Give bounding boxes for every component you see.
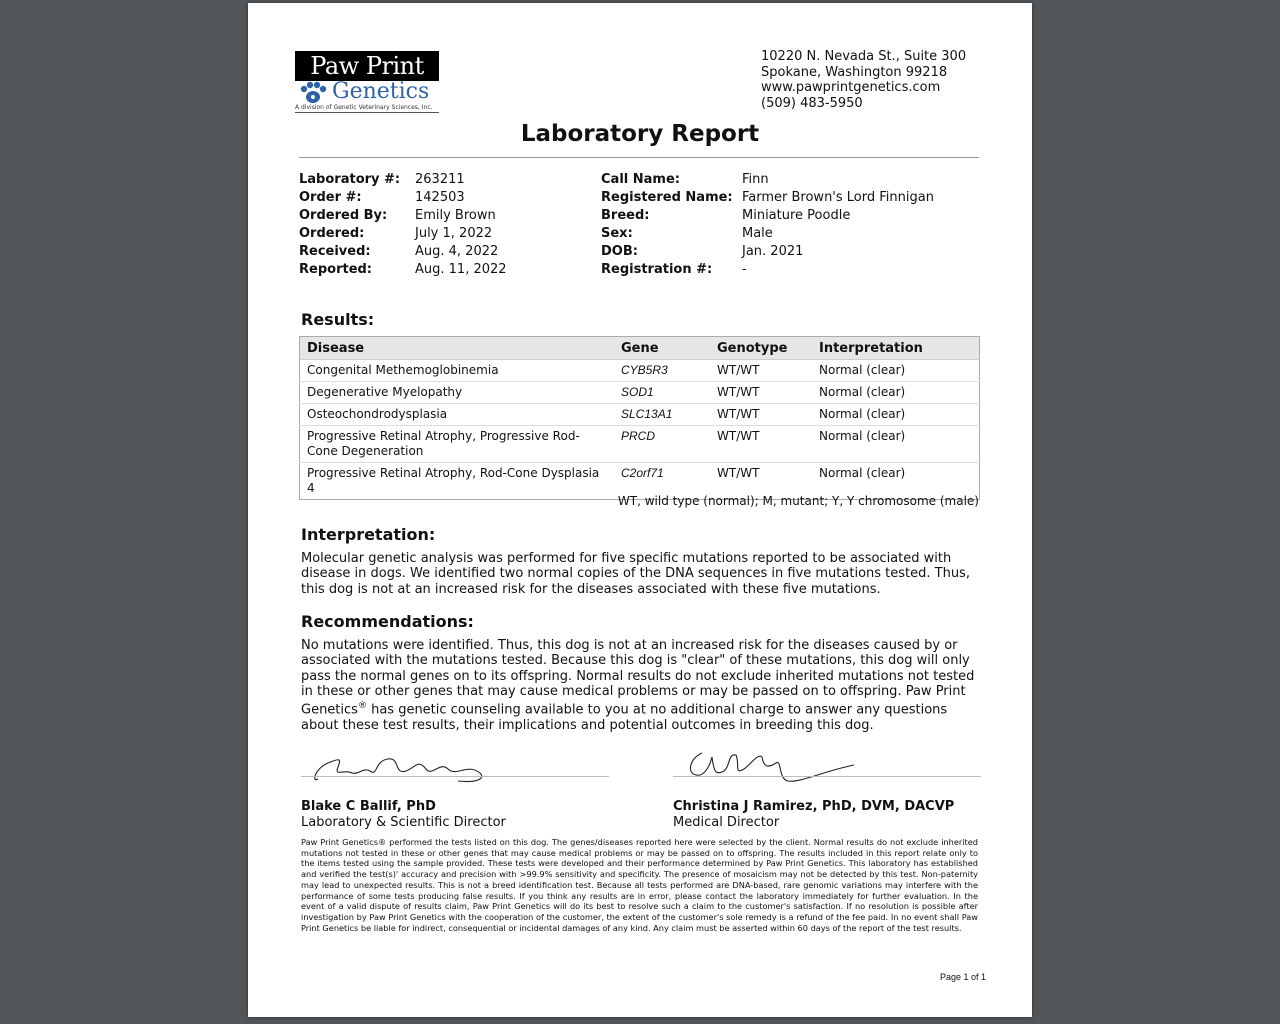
signer-role: Laboratory & Scientific Director (301, 815, 506, 830)
column-header: Gene (614, 337, 710, 360)
order-info (299, 171, 507, 279)
dog-info (601, 171, 934, 279)
website-link[interactable]: www.pawprintgenetics.com (761, 80, 941, 95)
interpretation-cell: Normal (clear) (812, 463, 980, 500)
order-info-label: Order #: (299, 190, 362, 205)
recommendations-text (301, 638, 979, 733)
logo-underline (295, 112, 439, 113)
table-row (300, 360, 980, 382)
interpretation-cell: Normal (clear) (812, 360, 980, 382)
legal-disclaimer: Paw Print Genetics® performed the tests listed on this dog. The genes/diseases reported here were selected by the client. Normal results do not exclude inherited mutations not tested in these or other genes that may cause medical problems or may be passed on to offspring. The results included in this report relate only to the items tested using the sample provided. These tests were developed and their performance determined by Paw Print Genetics. This laboratory has established and verified the test(s)' accuracy and precision with >99.9% sensitivity and specificity. The presence of mosaicism may not be detected by this test. Non-paternity may lead to unexpected results. This is not a breed identification test. Because all tests performed are DNA-based, rare genomic variations may interfere with the performance of some tests producing false results. If you think any results are in error, please contact the laboratory immediately for further evaluation. In the event of a valid dispute of results claim, Paw Print Genetics will do its best to resolve such a claim to the customer's satisfaction. If no resolution is possible after investigation by Paw Print Genetics with the cooperation of the customer, the extent of the customer's sole remedy is a refund of the fee paid. In no event shall Paw Print Genetics be liable for indirect, consequential or incidental damages of any kind. Any claim must be asserted within 60 days of the report of the test results. (301, 837, 978, 933)
signer-name: Christina J Ramirez, PhD, DVM, DACVP (673, 799, 955, 814)
order-info-value: Emily Brown (415, 208, 496, 223)
interpretation-heading: Interpretation: (301, 525, 436, 544)
signer-block (673, 799, 954, 831)
genotype-cell: WT/WT (710, 426, 812, 463)
dog-info-label: DOB: (601, 244, 638, 259)
dog-info-value: Miniature Poodle (742, 208, 851, 223)
disease-cell: Osteochondrodysplasia (300, 404, 615, 426)
signer-name: Blake C Ballif, PhD (301, 799, 436, 814)
table-row (300, 382, 980, 404)
order-info-label: Reported: (299, 262, 373, 277)
address-line: Spokane, Washington 99218 (761, 64, 948, 80)
logo-top-text: Paw Print (295, 51, 439, 81)
genotype-cell: WT/WT (710, 463, 812, 500)
column-header: Interpretation (812, 337, 980, 360)
page-number: Page 1 of 1 (939, 972, 986, 982)
paw-icon (295, 80, 331, 106)
dog-info-label: Breed: (601, 208, 650, 223)
genotype-legend: WT, wild type (normal); M, mutant; Y, Y chromosome (male) (617, 494, 979, 508)
table-row (300, 426, 980, 463)
disease-cell: Congenital Methemoglobinemia (300, 360, 615, 382)
logo-subtitle: A division of Genetic Veterinary Sciences, Inc. (295, 104, 433, 111)
gene-cell: SOD1 (614, 382, 710, 404)
title-divider (299, 157, 979, 158)
table-row (300, 404, 980, 426)
order-info-value: July 1, 2022 (415, 226, 493, 241)
dog-info-value: Farmer Brown's Lord Finnigan (742, 190, 934, 205)
signature-ramirez (684, 745, 864, 791)
results-table (299, 336, 980, 500)
results-heading: Results: (301, 310, 375, 329)
signature-line (301, 776, 609, 777)
signature-ballif (308, 747, 498, 789)
dog-info-value: Male (742, 226, 773, 241)
signer-block (301, 799, 506, 831)
gene-cell: C2orf71 (614, 463, 710, 500)
recommendations-heading: Recommendations: (301, 612, 474, 631)
company-address (761, 49, 966, 111)
genotype-cell: WT/WT (710, 382, 812, 404)
genotype-cell: WT/WT (710, 404, 812, 426)
disease-cell: Progressive Retinal Atrophy, Progressive Rod-Cone Degeneration (300, 426, 615, 463)
order-info-label: Ordered By: (299, 208, 388, 223)
order-info-label: Ordered: (299, 226, 365, 241)
order-info-label: Laboratory #: (299, 172, 401, 187)
disease-cell: Progressive Retinal Atrophy, Rod-Cone Dysplasia 4 (300, 463, 615, 500)
dog-info-label: Sex: (601, 226, 633, 241)
recommendations-text-part: has genetic counseling available to you at no additional charge to answer any questions about these test results, their implications and potential outcomes in breeding this dog. (301, 702, 948, 733)
signature-line (673, 776, 981, 777)
order-info-value: 263211 (415, 172, 465, 187)
registered-mark: ® (357, 701, 367, 712)
interpretation-cell: Normal (clear) (812, 382, 980, 404)
dog-info-value: Finn (742, 172, 769, 187)
recommendations-text-part: No mutations were identified. Thus, this dog is not at an increased risk for the diseases caused by or associated with the mutations tested. Because this dog is "clear" of these mutations, this dog will only pass the normal genes on to its offspring. Normal results do not exclude inherited mutations not tested in these or other genes that may cause medical problems or may be passed on to offspring. Paw Print Genetics (301, 638, 975, 718)
report-title: Laboratory Report (520, 121, 760, 147)
gene-cell: SLC13A1 (614, 404, 710, 426)
table-header-row (300, 337, 980, 360)
order-info-label: Received: (299, 244, 371, 259)
gene-cell: PRCD (614, 426, 710, 463)
interpretation-text: Molecular genetic analysis was performed for five specific mutations reported to be associated with disease in dogs. We identified two normal copies of the DNA sequences in five mutations tested. Thus, this dog is not at an increased risk for the diseases associated with these five mutations. (301, 551, 970, 597)
interpretation-cell: Normal (clear) (812, 426, 980, 463)
column-header: Genotype (710, 337, 812, 360)
signer-role: Medical Director (673, 815, 780, 830)
dog-info-value: Jan. 2021 (742, 244, 804, 259)
phone-number: (509) 483-5950 (761, 95, 863, 111)
interpretation-cell: Normal (clear) (812, 404, 980, 426)
dog-info-label: Registered Name: (601, 190, 733, 205)
gene-cell: CYB5R3 (614, 360, 710, 382)
dog-info-label: Registration #: (601, 262, 713, 277)
address-line: 10220 N. Nevada St., Suite 300 (761, 49, 967, 64)
disease-cell: Degenerative Myelopathy (300, 382, 615, 404)
column-header: Disease (300, 337, 615, 360)
order-info-value: Aug. 11, 2022 (415, 262, 507, 277)
order-info-value: Aug. 4, 2022 (415, 244, 499, 259)
order-info-value: 142503 (415, 190, 465, 205)
logo-bottom-text: Genetics (332, 79, 430, 104)
genotype-cell: WT/WT (710, 360, 812, 382)
report-page (248, 3, 1032, 1017)
dog-info-value: - (742, 262, 747, 277)
dog-info-label: Call Name: (601, 172, 680, 187)
